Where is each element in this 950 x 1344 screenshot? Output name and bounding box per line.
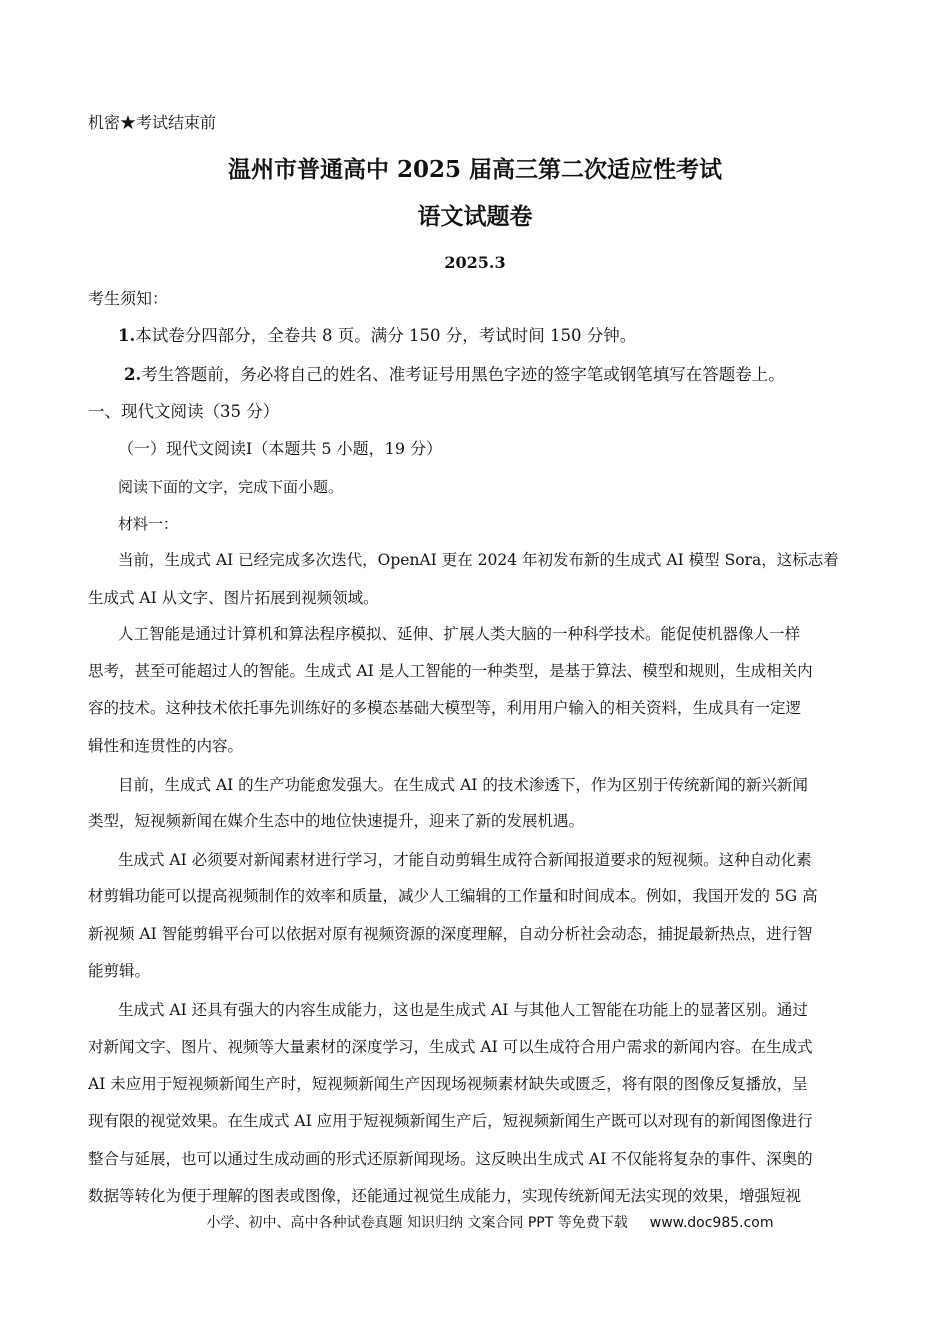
body-line: 材剪辑功能可以提高视频制作的效率和质量，减少人工编辑的工作量和时间成本。例如，我国开发的 5G 高 (88, 887, 818, 905)
body-line: 当前，生成式 AI 已经完成多次迭代，OpenAI 更在 2024 年初发布新的生成式 AI 模型 Sora，这标志着 (118, 551, 839, 569)
notice-item-2-number: 2. (124, 365, 142, 384)
exam-title: 温州市普通高中 2025 届高三第二次适应性考试 (227, 156, 723, 183)
body-line: 生成式 AI 还具有强大的内容生成能力，这也是生成式 AI 与其他人工智能在功能上的显著区别。通过 (118, 1001, 808, 1019)
body-line: 生成式 AI 从文字、图片拓展到视频领域。 (88, 589, 379, 607)
notice-item-1-number: 1. (118, 326, 136, 345)
body-line: 能剪辑。 (88, 962, 151, 980)
footer-text: 小学、初中、高中各种试卷真题 知识归纳 文案合同 PPT 等免费下载 (206, 1215, 628, 1231)
body-line: 容的技术。这种技术依托事先训练好的多模态基础大模型等，利用用户输入的相关资料，生成具有一定逻 (88, 699, 802, 717)
section-heading: 一、现代文阅读（35 分） (88, 402, 280, 421)
body-line: 辑性和连贯性的内容。 (88, 737, 244, 755)
notice-item-1 (118, 326, 636, 346)
material-label: 材料一： (118, 515, 179, 533)
notice-item-2-text: 考生答题前，务必将自己的姓名、准考证号用黑色字迹的签字笔或钢笔填写在答题卷上。 (141, 365, 785, 384)
notice-item-1-text: 本试卷分四部分，全卷共 8 页。满分 150 分，考试时间 150 分钟。 (135, 326, 637, 345)
body-line: 新视频 AI 智能剪辑平台可以依据对原有视频资源的深度理解，自动分析社会动态，捕捉最新热点，进行智 (88, 925, 813, 943)
body-line: 整合与延展，也可以通过生成动画的形式还原新闻现场。这反映出生成式 AI 不仅能将复杂的事件、深奥的 (88, 1150, 813, 1168)
body-line: 生成式 AI 必须要对新闻素材进行学习，才能自动剪辑生成符合新闻报道要求的短视频。这种自动化素 (118, 851, 812, 869)
body-line: 数据等转化为便于理解的图表或图像，还能通过视觉生成能力，实现传统新闻无法实现的效果，增强短视 (88, 1187, 802, 1205)
body-line: AI 未应用于短视频新闻生产时，短视频新闻生产因现场视频素材缺失或匮乏，将有限的图像反复播放，呈 (88, 1075, 808, 1093)
reading-instruction: 阅读下面的文字，完成下面小题。 (118, 478, 344, 496)
body-line: 现有限的视觉效果。在生成式 AI 应用于短视频新闻生产后，短视频新闻生产既可以对现有的新闻图像进行 (88, 1112, 813, 1130)
footer-url[interactable]: www.doc985.com (649, 1215, 774, 1231)
footer-banner (0, 1213, 950, 1233)
notice-item-2 (124, 365, 785, 385)
subsection-heading: （一）现代文阅读Ⅰ（本题共 5 小题，19 分） (118, 439, 443, 458)
confidential-mark: 机密★考试结束前 (88, 113, 217, 132)
body-line: 目前，生成式 AI 的生产功能愈发强大。在生成式 AI 的技术渗透下，作为区别于传统新闻的新兴新闻 (118, 776, 808, 794)
body-line: 类型，短视频新闻在媒介生态中的地位快速提升，迎来了新的发展机遇。 (88, 812, 585, 830)
paper-subtitle: 语文试题卷 (417, 203, 533, 230)
body-line: 对新闻文字、图片、视频等大量素材的深度学习，生成式 AI 可以生成符合用户需求的新闻内容。在生成式 (88, 1038, 813, 1056)
exam-date: 2025.3 (444, 253, 506, 272)
body-line: 人工智能是通过计算机和算法程序模拟、延伸、扩展人类大脑的一种科学技术。能促使机器像人一样 (118, 625, 801, 643)
notice-heading: 考生须知： (88, 289, 169, 308)
body-line: 思考，甚至可能超过人的智能。生成式 AI 是人工智能的一种类型，是基于算法、模型和规则，生成相关内 (88, 662, 813, 680)
